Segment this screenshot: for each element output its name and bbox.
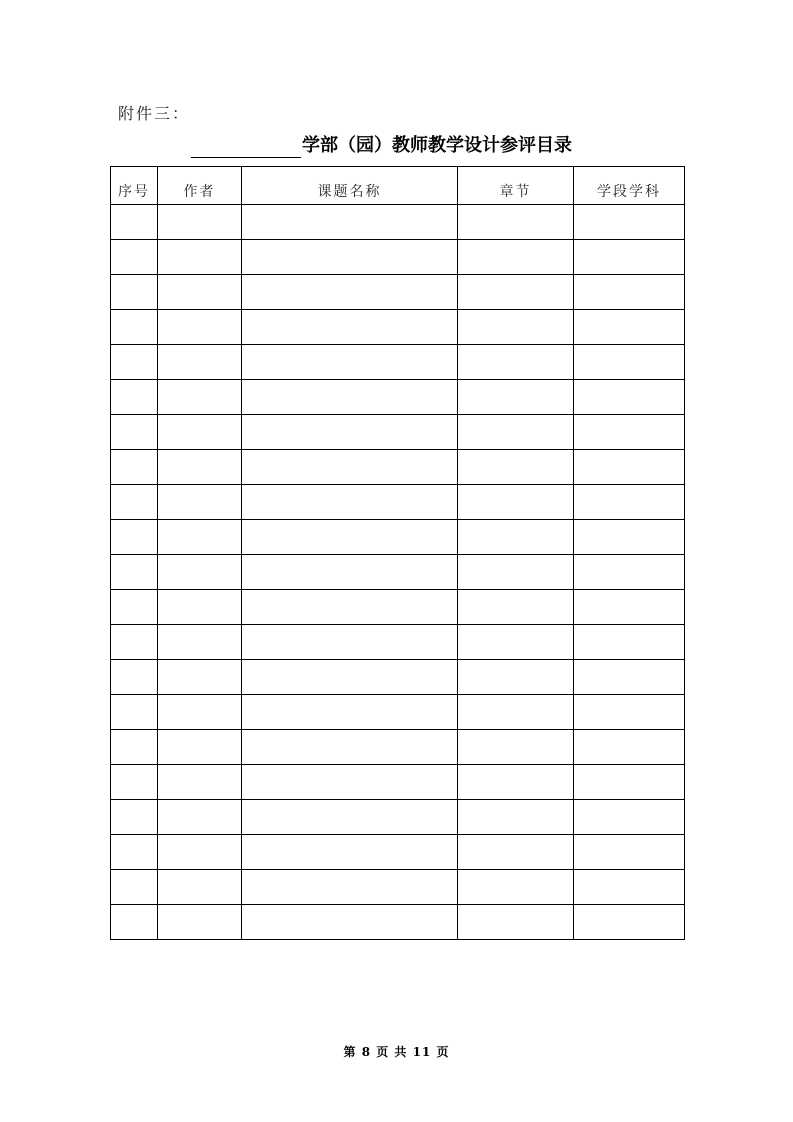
table-row [111, 625, 685, 660]
table-cell[interactable] [574, 590, 685, 625]
table-row [111, 520, 685, 555]
table-cell[interactable] [158, 835, 242, 870]
table-cell[interactable] [242, 240, 458, 275]
table-cell[interactable] [574, 660, 685, 695]
table-cell[interactable] [242, 275, 458, 310]
table-row [111, 345, 685, 380]
table-cell[interactable] [458, 695, 574, 730]
header-chapter: 章节 [458, 167, 574, 205]
table-cell[interactable] [111, 800, 158, 835]
table-cell[interactable] [158, 555, 242, 590]
table-cell[interactable] [574, 310, 685, 345]
table-cell[interactable] [458, 415, 574, 450]
table-cell[interactable] [158, 485, 242, 520]
table-cell[interactable] [574, 205, 685, 240]
table-cell[interactable] [158, 625, 242, 660]
table-cell[interactable] [158, 310, 242, 345]
table-cell[interactable] [111, 765, 158, 800]
catalog-table [110, 166, 685, 940]
table-cell[interactable] [458, 590, 574, 625]
table-cell[interactable] [242, 905, 458, 940]
table-row [111, 450, 685, 485]
table-row [111, 310, 685, 345]
table-cell[interactable] [458, 520, 574, 555]
table-row [111, 380, 685, 415]
table-cell[interactable] [574, 555, 685, 590]
table-row [111, 730, 685, 765]
table-cell[interactable] [574, 870, 685, 905]
table-cell[interactable] [574, 835, 685, 870]
table-cell[interactable] [111, 520, 158, 555]
table-cell[interactable] [242, 800, 458, 835]
table-cell[interactable] [242, 380, 458, 415]
table-row [111, 765, 685, 800]
title-row [191, 132, 572, 158]
table-cell[interactable] [158, 275, 242, 310]
page-title: 学部（园）教师教学设计参评目录 [302, 135, 572, 156]
table-row [111, 660, 685, 695]
table-cell[interactable] [458, 870, 574, 905]
table-cell[interactable] [574, 520, 685, 555]
table-cell[interactable] [458, 240, 574, 275]
table-cell[interactable] [158, 520, 242, 555]
table-cell[interactable] [574, 345, 685, 380]
table-cell[interactable] [242, 485, 458, 520]
table-cell[interactable] [242, 555, 458, 590]
table-row [111, 590, 685, 625]
table-cell[interactable] [458, 345, 574, 380]
table-cell[interactable] [158, 345, 242, 380]
table-cell[interactable] [458, 765, 574, 800]
table-cell[interactable] [242, 660, 458, 695]
table-cell[interactable] [158, 730, 242, 765]
table-row [111, 275, 685, 310]
table-row [111, 555, 685, 590]
table-cell[interactable] [242, 730, 458, 765]
table-cell[interactable] [111, 905, 158, 940]
table-cell[interactable] [458, 730, 574, 765]
table-cell[interactable] [242, 590, 458, 625]
table-cell[interactable] [458, 450, 574, 485]
department-blank-line [191, 135, 301, 158]
table-cell[interactable] [111, 415, 158, 450]
table-cell[interactable] [158, 380, 242, 415]
table-row [111, 695, 685, 730]
table-cell[interactable] [574, 415, 685, 450]
table-cell[interactable] [111, 485, 158, 520]
table-cell[interactable] [111, 310, 158, 345]
table-cell[interactable] [242, 625, 458, 660]
table-cell[interactable] [458, 555, 574, 590]
table-cell[interactable] [242, 205, 458, 240]
table-cell[interactable] [158, 800, 242, 835]
table-cell[interactable] [574, 450, 685, 485]
table-body [111, 205, 685, 940]
table-cell[interactable] [458, 205, 574, 240]
table-cell[interactable] [242, 835, 458, 870]
table-cell[interactable] [158, 660, 242, 695]
table-cell[interactable] [158, 905, 242, 940]
header-serial-number: 序号 [111, 167, 158, 205]
table-cell[interactable] [242, 450, 458, 485]
table-cell[interactable] [111, 695, 158, 730]
table-cell[interactable] [458, 835, 574, 870]
table-cell[interactable] [458, 905, 574, 940]
table-cell[interactable] [458, 380, 574, 415]
table-cell[interactable] [111, 870, 158, 905]
table-row [111, 905, 685, 940]
table-cell[interactable] [574, 695, 685, 730]
table-cell[interactable] [458, 275, 574, 310]
page-footer: 第 8 页 共 11 页 [343, 1045, 450, 1059]
table-cell[interactable] [242, 310, 458, 345]
table-cell[interactable] [574, 240, 685, 275]
table-cell[interactable] [574, 485, 685, 520]
table-row [111, 240, 685, 275]
table-cell[interactable] [458, 660, 574, 695]
table-cell[interactable] [111, 240, 158, 275]
table-row [111, 205, 685, 240]
table-cell[interactable] [111, 835, 158, 870]
table-cell[interactable] [458, 485, 574, 520]
table-cell[interactable] [111, 205, 158, 240]
table-cell[interactable] [574, 765, 685, 800]
table-row [111, 800, 685, 835]
attachment-label: 附件三： [118, 104, 191, 123]
table-header-row [111, 167, 685, 205]
table-cell[interactable] [158, 870, 242, 905]
table-cell[interactable] [574, 625, 685, 660]
table-cell[interactable] [458, 800, 574, 835]
header-lesson-title: 课题名称 [242, 167, 458, 205]
table-cell[interactable] [158, 450, 242, 485]
table-cell[interactable] [242, 695, 458, 730]
header-author: 作者 [158, 167, 242, 205]
table-cell[interactable] [458, 310, 574, 345]
table-cell[interactable] [242, 765, 458, 800]
table-cell[interactable] [158, 205, 242, 240]
table-cell[interactable] [574, 275, 685, 310]
table-row [111, 835, 685, 870]
table-cell[interactable] [158, 590, 242, 625]
table-cell[interactable] [242, 415, 458, 450]
table-cell[interactable] [158, 765, 242, 800]
table-cell[interactable] [158, 695, 242, 730]
table-row [111, 485, 685, 520]
table-cell[interactable] [111, 275, 158, 310]
table-row [111, 870, 685, 905]
table-cell[interactable] [111, 345, 158, 380]
header-grade-subject: 学段学科 [574, 167, 685, 205]
table-cell[interactable] [242, 520, 458, 555]
table-cell[interactable] [111, 730, 158, 765]
table-cell[interactable] [242, 870, 458, 905]
table-cell[interactable] [111, 590, 158, 625]
table-cell[interactable] [111, 555, 158, 590]
table-row [111, 415, 685, 450]
table-cell[interactable] [574, 380, 685, 415]
table-cell[interactable] [111, 660, 158, 695]
table-cell[interactable] [574, 905, 685, 940]
table-cell[interactable] [574, 800, 685, 835]
table-cell[interactable] [158, 415, 242, 450]
table-cell[interactable] [458, 625, 574, 660]
table-cell[interactable] [242, 345, 458, 380]
table-cell[interactable] [158, 240, 242, 275]
table-cell[interactable] [111, 380, 158, 415]
table-cell[interactable] [111, 625, 158, 660]
table-cell[interactable] [111, 450, 158, 485]
table-cell[interactable] [574, 730, 685, 765]
